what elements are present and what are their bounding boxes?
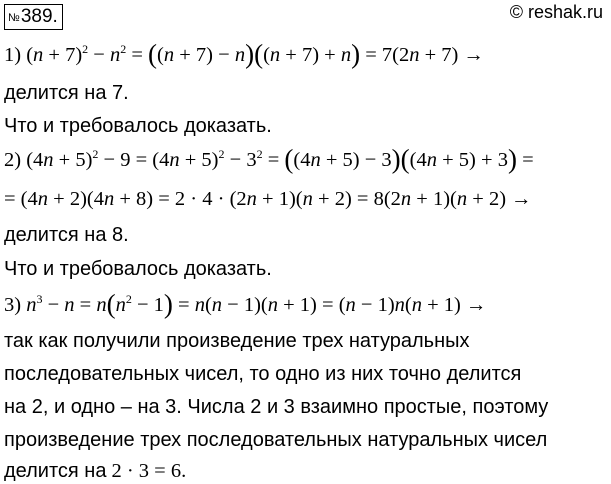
part2-formula-line1: 2) $(4n + 5)^2 - 9 = (4n + 5)^2 - 3^2 = ((4n + 5) - 3)((4n + 5) + 3)$ = (4, 144, 534, 174)
part3-line6-prefix: делится на (4, 460, 107, 482)
part2-proved: Что и требовалось доказать. (4, 258, 272, 280)
part3-line6-formula: 2 · 3 = 6. (111, 460, 187, 482)
part2-conclusion: делится на 8. (4, 224, 129, 246)
part3-text-line3: последовательных чисел, то одно из них точно делится (4, 363, 522, 385)
problem-number-badge (4, 4, 63, 30)
part2-formula-line2: = (4n + 2)(4n + 8) = 2 · 4 · (2n + 1)(n + 2) = 8(2n + 1)(n + 2) → (4, 188, 532, 210)
part3-text-line6 (4, 458, 186, 484)
part3-text-line2: так как получили произведение трех натуральных (4, 330, 470, 352)
part1-conclusion: делится на 7. (4, 82, 129, 104)
number-sign: № (8, 12, 20, 24)
part1-proved: Что и требовалось доказать. (4, 115, 272, 137)
copyright-watermark: © reshak.ru (509, 2, 603, 22)
part3-text-line5: произведение трех последовательных натуральных чисел (4, 429, 548, 451)
problem-number: 389. (20, 6, 58, 27)
part3-text-line4: на 2, и одно – на 3. Числа 2 и 3 взаимно простые, поэтому (4, 396, 549, 418)
part1-formula: 1) $(n + 7)^2 - n^2 = ((n + 7) - n)((n + 7) + n) = 7(2n + 7)$ → (4, 39, 485, 69)
part3-formula: 3) $n^3 - n = n(n^2 - 1) = n(n - 1)(n + 1) = (n - 1)n(n + 1)$ → (4, 289, 487, 319)
